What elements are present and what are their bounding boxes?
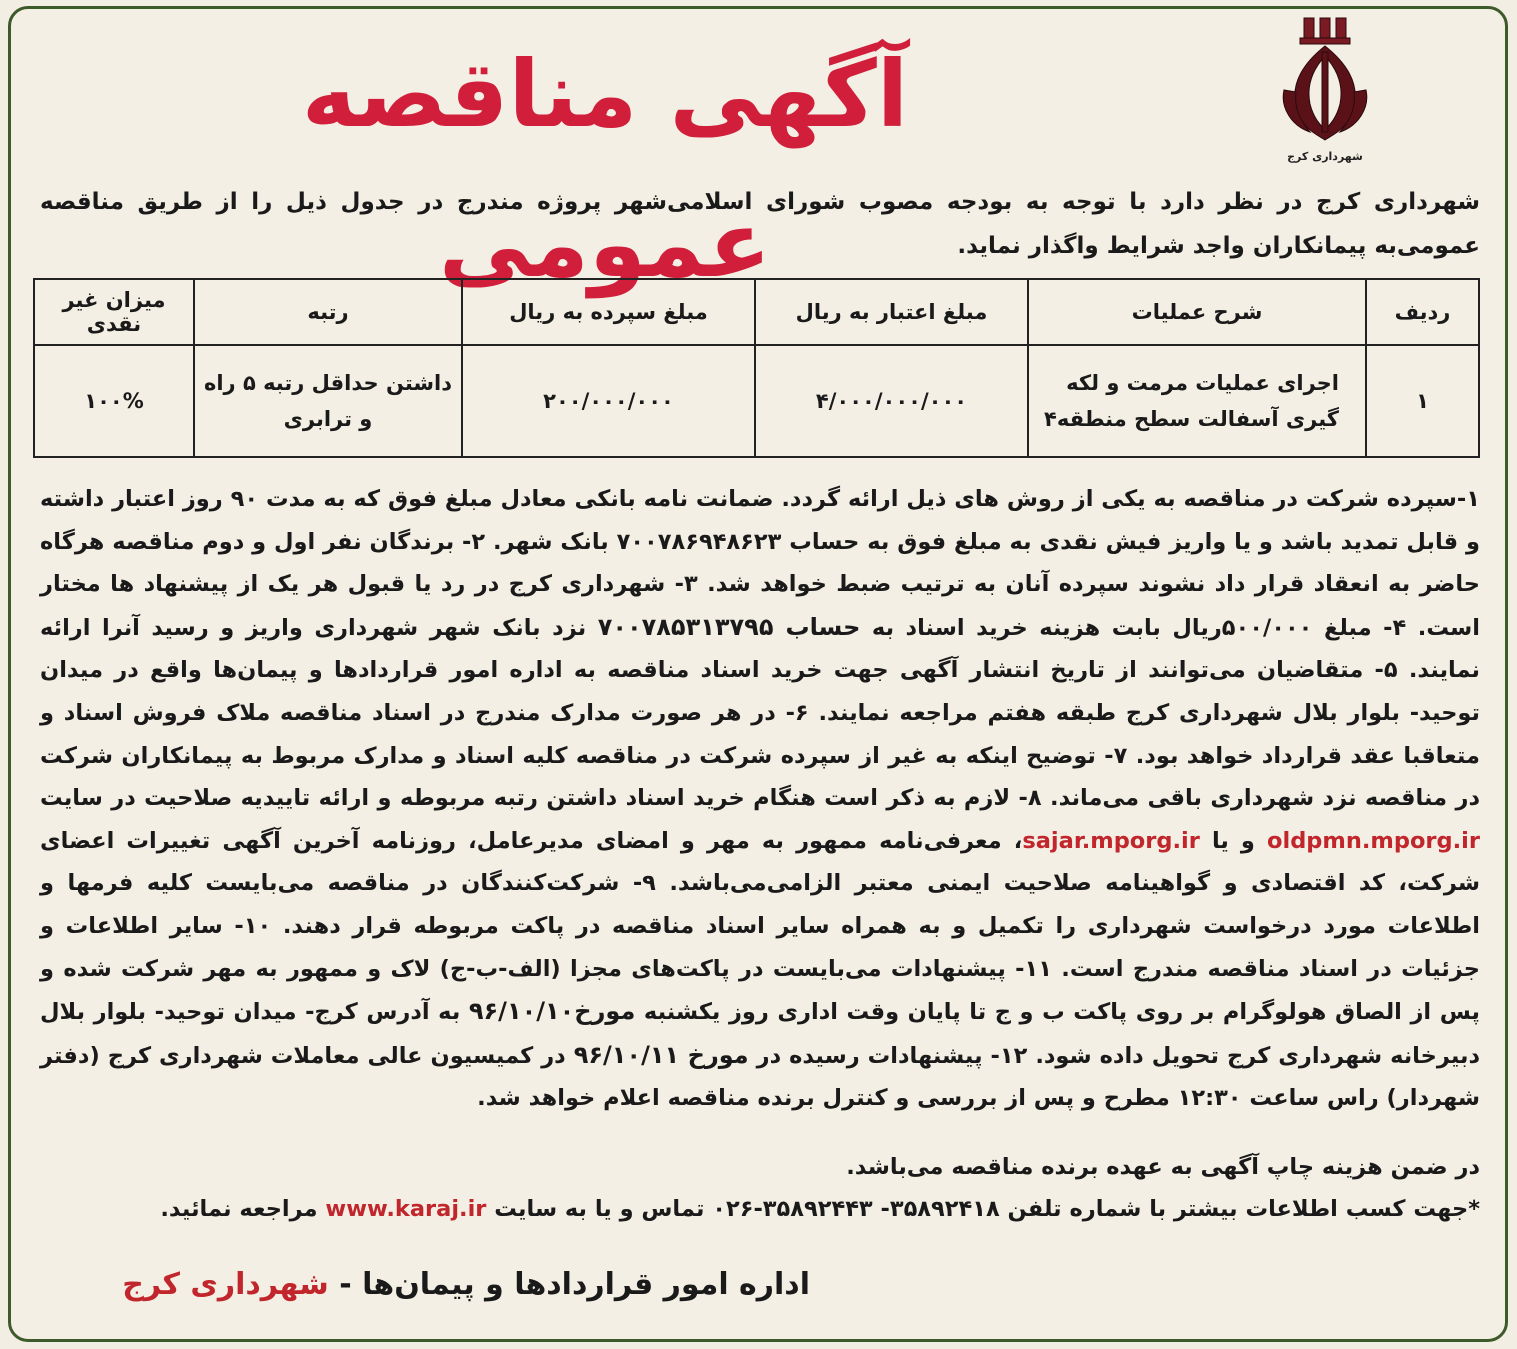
header-non-cash: میزان غیر نقدی: [34, 279, 194, 345]
cell-grade: داشتن حداقل رتبه ۵ راه و ترابری: [194, 345, 462, 457]
header-grade: رتبه: [194, 279, 462, 345]
cell-row-number: ۱: [1366, 345, 1479, 457]
header-description: شرح عملیات: [1028, 279, 1366, 345]
contact-note: [40, 1188, 1480, 1230]
karaj-municipality-logo: [1270, 12, 1380, 172]
terms-or: و یا: [1211, 827, 1255, 854]
cell-budget: ۴/۰۰۰/۰۰۰/۰۰۰: [755, 345, 1028, 457]
issuer-department: اداره امور قراردادها و پیمان‌ها: [362, 1267, 810, 1302]
issuer-organization: شهرداری کرج: [122, 1267, 329, 1302]
tender-table: [33, 278, 1480, 458]
issuer-separator: -: [328, 1267, 363, 1302]
terms-part-6: در کمیسیون عالی معاملات شهرداری کرج (دفتر شهردار) راس ساعت ۱۲:۳۰ مطرح و پس از بررسی و کنترل برنده مناقصه اعلام خواهد شد.: [40, 1042, 1480, 1112]
table-header-row: [34, 279, 1479, 345]
terms-part-4: ، معرفی‌نامه ممهور به مهر و امضای مدیرعامل، روزنامه آخرین آگهی تغییرات اعضای شرکت، کد اقتصادی و گواهینامه صلاحیت ایمنی معتبر الزامی‌می‌باشد. ۹- شرکت‌کنندگان در مناقصه می‌بایست کلیه فرمها و اطلاعات مورد درخواست شهرداری را تکمیل و به همراه سایر اسناد مناقصه در پاکت مربوطه قرار دهند. ۱۰- سایر اطلاعات و جزئیات در اسناد مناقصه مندرج است. ۱۱- پیشنهادات می‌بایست در پاکت‌های مجزا (الف-ب-ج) لاک و ممهور به مهر شرکت شده و پس از الصاق هولوگرام بر روی پاکت ب و ج تا پایان وقت اداری روز یکشنبه: [40, 827, 1481, 1026]
contact-text-end: مراجعه نمائید.: [160, 1196, 318, 1222]
terms-paragraph: [40, 478, 1480, 1120]
header-budget: مبلغ اعتبار به ریال: [755, 279, 1028, 345]
deposit-account-number: حساب ۷۰۰۷۸۵۳۱۳۷۹۵: [597, 612, 861, 641]
intro-paragraph: شهرداری کرج در نظر دارد با توجه به بودجه مصوب شورای اسلامی‌شهر پروژه مندرج در جدول ذیل را از طریق مناقصه عمومی‌به پیمانکاران واجد شرایط واگذار نماید.: [40, 189, 1480, 259]
cell-non-cash: ۱۰۰%: [34, 345, 194, 457]
issuer-signature: [50, 1258, 810, 1312]
footer-notes: [40, 1146, 1480, 1230]
terms-part-5: به آدرس کرج- میدان توحید- بلوار بلال دبیرخانه شهرداری کرج تحویل داده شود. ۱۲- پیشنهادات رسیده در: [40, 999, 1480, 1069]
oldpmn-site-link[interactable]: oldpmn.mporg.ir: [1267, 827, 1480, 854]
cell-description: اجرای عملیات مرمت و لکه گیری آسفالت سطح منطقه۴: [1028, 345, 1366, 457]
table-row: [34, 345, 1479, 457]
cell-deposit: ۲۰۰/۰۰۰/۰۰۰: [462, 345, 755, 457]
notice-title: آگهی مناقصه عمومی: [301, 41, 909, 298]
tender-terms: [40, 478, 1480, 1120]
karaj-municipality-emblem-icon: [1270, 12, 1380, 148]
submission-date: مورخ۹۶/۱۰/۱۰: [468, 997, 636, 1026]
header-deposit: مبلغ سپرده به ریال: [462, 279, 755, 345]
karaj-website-link[interactable]: www.karaj.ir: [325, 1196, 487, 1222]
header-row-number: ردیف: [1366, 279, 1479, 345]
logo-caption: شهرداری کرج: [1287, 150, 1363, 163]
ad-cost-note: در ضمن هزینه چاپ آگهی به عهده برنده مناقصه می‌باشد.: [846, 1154, 1480, 1180]
sajar-site-link[interactable]: sajar.mporg.ir: [1022, 827, 1200, 854]
opening-date: مورخ ۹۶/۱۰/۱۱: [573, 1040, 749, 1069]
terms-part-2: نزد بانک شهر شهرداری واریز و رسید آنرا ارائه نمایند. ۵- متقاضیان می‌توانند از تاریخ انتشار آگهی جهت خرید اسناد مناقصه به اداره امور قراردادها و پیمان‌ها واقع در میدان توحید- بلوار بلال شهرداری کرج طبقه هفتم مراجعه نمایند. ۶- در هر صورت مدارک مندرج در اسناد مناقصه ملاک فروش اسناد و متعاقبا عقد قرارداد خواهد بود. ۷- توضیح اینکه به غیر از سپرده شرکت در مناقصه کلیه اسناد و مدارک مربوط به پیمانکاران شرکت در مناقصه نزد شهرداری باقی می‌ماند. ۸- لازم به ذکر است هنگام خرید اسناد داشتن رتبه مربوطه و ارائه تاییدیه صلاحیت در سایت: [40, 614, 1480, 812]
contact-text: *جهت کسب اطلاعات بیشتر با شماره تلفن ۳۵۸۹۲۴۱۸- ۳۵۸۹۲۴۴۳-۰۲۶ تماس و یا به سایت: [494, 1196, 1480, 1222]
terms-part-1: ۱-سپرده شرکت در مناقصه به یکی از روش های ذیل ارائه گردد. ضمانت نامه بانکی معادل مبلغ فوق که به مدت ۹۰ روز اعتبار داشته و قابل تمدید باشد و یا واریز فیش نقدی به مبلغ فوق به حساب ۷۰۰۷۸۶۹۴۸۶۲۳ بانک شهر. ۲- برندگان نفر اول و دوم مناقصه هرگاه حاضر به انعقاد قرار داد نشوند سپرده آنان به ترتیب ضبط خواهد شد. ۳- شهرداری کرج در رد یا قبول هر یک از پیشنهاد ها مختار است. ۴- مبلغ ۵۰۰/۰۰۰ریال بابت هزینه خرید اسناد به: [40, 486, 1480, 641]
